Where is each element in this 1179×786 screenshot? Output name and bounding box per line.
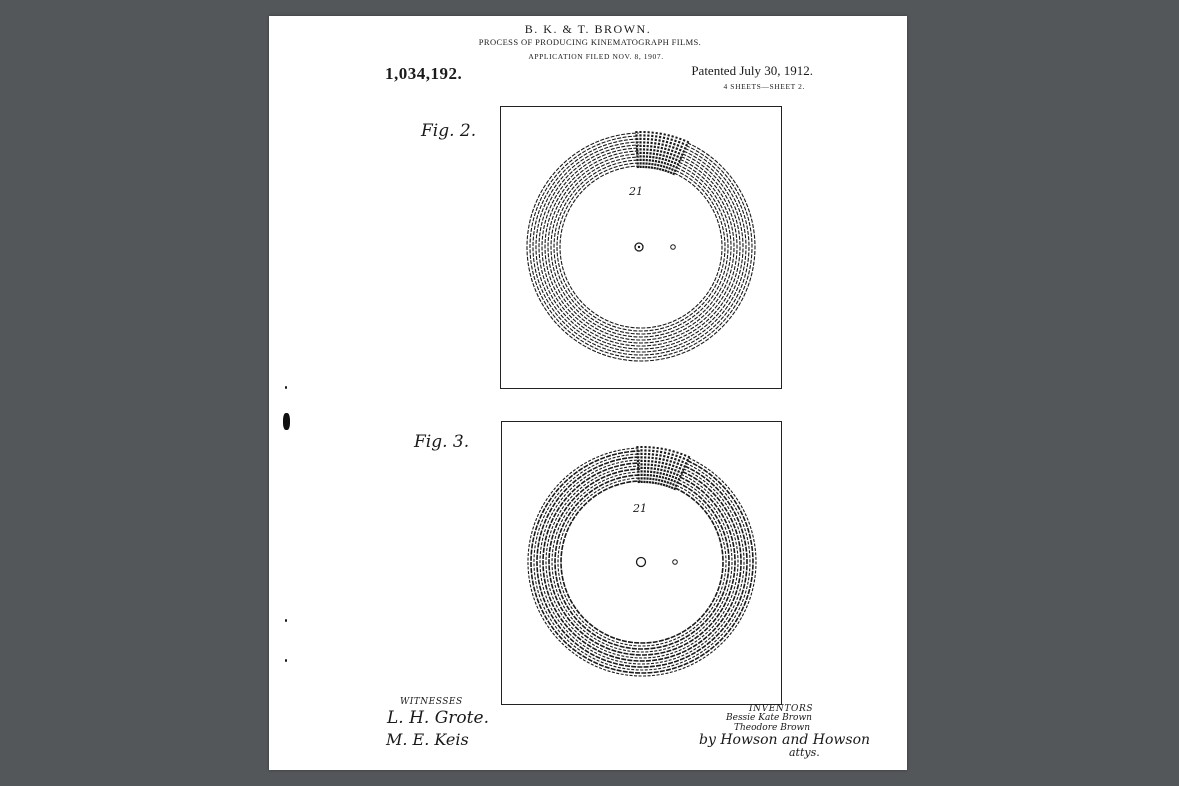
registration-hole [673, 560, 678, 565]
header-patent-title: PROCESS OF PRODUCING KINEMATOGRAPH FILMS. [478, 37, 702, 47]
film-frame-column [646, 131, 648, 168]
film-frame-column [653, 447, 658, 484]
scan-blemish [283, 413, 290, 430]
attorneys-abbrev: attys. [789, 746, 820, 759]
film-frame-column [650, 447, 654, 484]
inventor-name-1: Bessie Kate Brown [726, 713, 812, 723]
inventor-name-2: Theodore Brown [734, 723, 811, 733]
film-frame-column [652, 132, 657, 169]
scan-speck [285, 619, 287, 622]
film-track-ring [545, 151, 737, 343]
film-track-ring [534, 454, 750, 670]
film-track-ring [531, 451, 753, 673]
film-track-ring [530, 136, 752, 358]
film-frame-column [649, 132, 653, 169]
patented-date: Patented July 30, 1912. [691, 63, 813, 78]
film-track-ring [540, 460, 744, 664]
film-track-ring [537, 457, 747, 667]
film-track-ring [546, 466, 738, 658]
film-frame-column [656, 448, 662, 484]
sheet-count: 4 SHEETS—SHEET 2. [723, 82, 805, 91]
film-track-ring [552, 472, 732, 652]
film-frame-column [647, 446, 649, 483]
film-disc-drawing-fig3 [502, 422, 781, 704]
film-frame-column [643, 131, 644, 168]
witnesses-label: WITNESSES [400, 697, 463, 707]
film-frame-column [655, 133, 661, 169]
scan-speck [285, 659, 287, 662]
reference-numeral: 21 [633, 502, 647, 515]
patent-page [269, 16, 907, 770]
figure-3-label: Fig. 3. [414, 432, 470, 452]
film-track-ring [533, 139, 749, 355]
center-hole [637, 558, 646, 567]
registration-hole [671, 245, 676, 250]
film-track-ring [536, 142, 746, 352]
figure-2-label: Fig. 2. [421, 121, 477, 141]
witness-signature-2: M. E. Keis [386, 730, 469, 749]
film-track-ring [539, 145, 743, 349]
reference-numeral: 21 [629, 185, 643, 198]
film-frame-column [644, 446, 645, 483]
center-hole-dot [638, 246, 640, 248]
figure-2-drawing [500, 106, 782, 389]
inventors-label: INVENTORS [749, 704, 814, 714]
scan-speck [285, 386, 287, 389]
film-track-ring [543, 463, 741, 661]
figure-3-drawing [501, 421, 782, 705]
patent-number: 1,034,192. [385, 64, 463, 83]
witness-signature-1: L. H. Grote. [387, 708, 489, 728]
film-track-ring [549, 469, 735, 655]
film-track-ring [542, 148, 740, 346]
header-inventor-names: B. K. & T. BROWN. [524, 22, 652, 36]
film-track-ring [548, 154, 734, 340]
application-filed-date: APPLICATION FILED NOV. 8, 1907. [528, 52, 664, 61]
film-disc-drawing-fig2 [501, 107, 781, 388]
attorney-signature: by Howson and Howson [699, 732, 871, 748]
